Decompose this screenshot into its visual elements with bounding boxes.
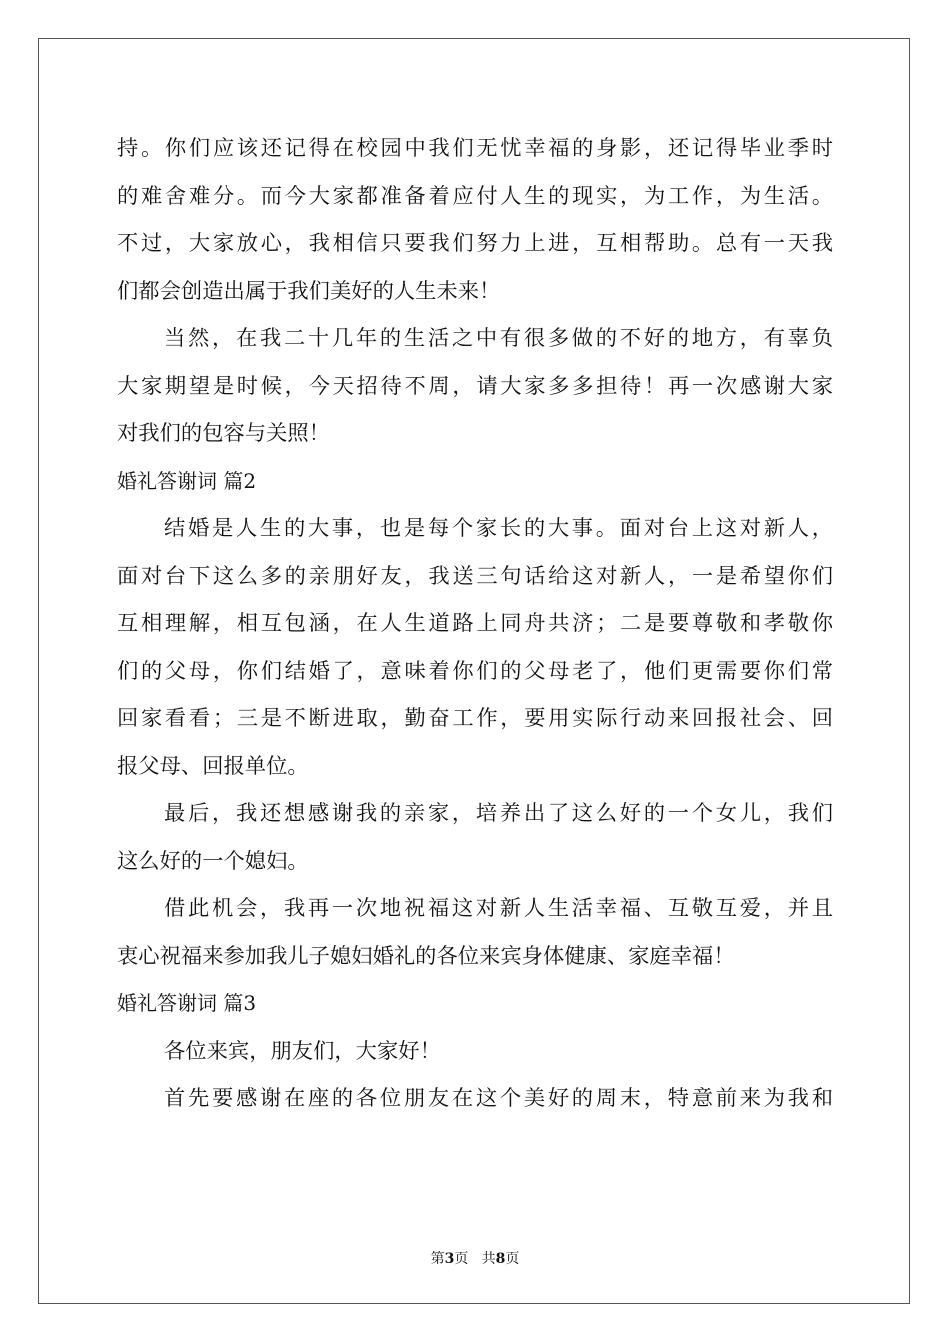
body-line: 们都会创造出属于我们美好的人生未来！ (117, 278, 501, 304)
body-line: 各位来宾，朋友们，大家好！ (164, 1038, 441, 1064)
body-line: 回家看看；三是不断进取，勤奋工作，要用实际行动来回报社会、回 (117, 706, 833, 731)
body-line: 报父母、回报单位。 (117, 753, 309, 779)
body-line: 互相理解，相互包涵，在人生道路上同舟共济；二是要尊敬和孝敬你 (117, 611, 833, 636)
total-suffix: 页 (505, 1251, 520, 1267)
section-heading: 婚礼答谢词 篇3 (117, 991, 257, 1015)
body-line: 借此机会，我再一次地祝福这对新人生活幸福、互敬互爱，并且 (164, 896, 833, 921)
body-line: 这么好的一个媳妇。 (117, 848, 309, 874)
body-line: 衷心祝福来参加我儿子媳妇婚礼的各位来宾身体健康、家庭幸福！ (117, 943, 735, 969)
body-line: 不过，大家放心，我相信只要我们努力上进，互相帮助。总有一天我 (117, 231, 833, 256)
body-line: 最后，我还想感谢我的亲家，培养出了这么好的一个女儿，我们 (164, 801, 833, 826)
body-line: 持。你们应该还记得在校园中我们无忧幸福的身影，还记得毕业季时 (117, 136, 833, 161)
total-pages: 8 (495, 1251, 506, 1267)
page-footer (0, 1248, 950, 1268)
body-line: 们的父母，你们结婚了，意味着你们的父母老了，他们更需要你们常 (117, 658, 833, 684)
section-heading: 婚礼答谢词 篇2 (117, 468, 257, 493)
body-line: 当然，在我二十几年的生活之中有很多做的不好的地方，有辜负 (164, 326, 833, 351)
body-line: 首先要感谢在座的各位朋友在这个美好的周末，特意前来为我和 (164, 1086, 833, 1111)
page-prefix: 第 (430, 1251, 445, 1267)
page-suffix: 页 (454, 1251, 469, 1267)
page-number: 3 (444, 1251, 455, 1267)
document-body (117, 125, 833, 1123)
body-line: 结婚是人生的大事，也是每个家长的大事。面对台上这对新人， (164, 516, 833, 541)
body-line: 大家期望是时候，今天招待不周，请大家多多担待！再一次感谢大家 (117, 373, 833, 399)
total-prefix: 共 (481, 1251, 496, 1267)
body-line: 面对台下这么多的亲朋好友，我送三句话给这对新人，一是希望你们 (117, 563, 833, 589)
body-line: 对我们的包容与关照！ (117, 421, 330, 446)
body-line: 的难舍难分。而今大家都准备着应付人生的现实，为工作，为生活。 (117, 183, 833, 209)
